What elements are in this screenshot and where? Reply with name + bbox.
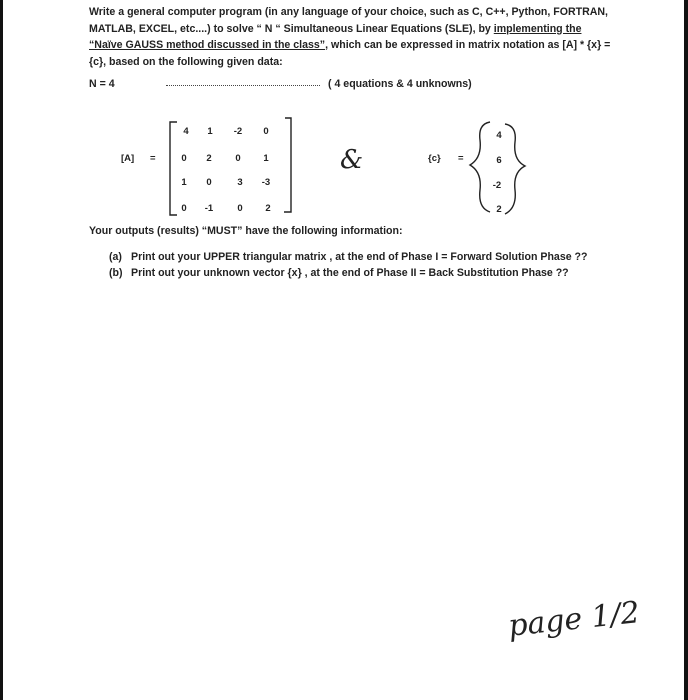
matrix-a-cell: 0: [181, 203, 187, 214]
vector-c-equals: =: [458, 153, 464, 164]
vector-c-label: {c}: [428, 153, 441, 164]
method-underlined: “Naïve GAUSS method discussed in the class”: [89, 39, 326, 51]
output-item-b: [109, 267, 569, 279]
matrix-a-cell: -3: [261, 177, 271, 188]
vector-c-cell: 4: [496, 130, 502, 141]
output-item-text: Print out your unknown vector {x} , at the end of Phase II = Back Substitution Phase ??: [131, 267, 569, 279]
matrix-a-cell: 0: [263, 126, 269, 137]
outputs-heading: Your outputs (results) “MUST” have the following information:: [89, 225, 403, 237]
matrix-a-right-bracket: [284, 118, 291, 212]
matrix-a-cell: 0: [237, 203, 243, 214]
ampersand-handwritten: &: [340, 145, 364, 175]
matrix-a-cell: 1: [207, 126, 213, 137]
output-item-text: Print out your UPPER triangular matrix , at the end of Phase I = Forward Solution Phase ??: [131, 251, 588, 263]
matrix-a-cell: 0: [181, 153, 187, 164]
matrix-a-cell: 1: [181, 177, 187, 188]
vector-c-cell: 2: [496, 204, 502, 215]
matrix-a-label: [A]: [121, 153, 135, 164]
problem-line-1: Write a general computer program (in any language of your choice, such as C, C++, Python, FORTRAN,: [89, 6, 608, 18]
problem-line-3: “Naïve GAUSS method discussed in the class”, which can be expressed in matrix notation as [A] * {x} =: [89, 39, 611, 51]
output-item-label: (b): [109, 267, 123, 279]
matrix-a-cell: -1: [204, 203, 214, 214]
vector-c-cell: 6: [496, 155, 502, 166]
output-item-a: [109, 251, 587, 263]
vector-c-left-brace: [470, 122, 490, 212]
problem-line-4: {c}, based on the following given data:: [89, 55, 283, 68]
matrix-a-cell: 1: [263, 153, 269, 164]
matrix-a-cell: -2: [233, 126, 243, 137]
matrix-a-cell: 3: [237, 177, 243, 188]
problem-line-2: MATLAB, EXCEL, etc....) to solve “ N “ Simultaneous Linear Equations (SLE), by implementing the: [89, 22, 582, 35]
output-item-label: (a): [109, 251, 122, 263]
vector-c-cell: -2: [492, 180, 502, 191]
n-value: N = 4: [89, 78, 115, 90]
equations-note: ( 4 equations & 4 unknowns): [328, 78, 472, 90]
matrix-a-cell: 4: [183, 126, 189, 137]
matrix-a-cell: 0: [235, 153, 241, 164]
matrix-a-cell: 2: [206, 153, 212, 164]
matrix-a-cell: 2: [265, 203, 271, 214]
matrix-a-cell: 0: [206, 177, 212, 188]
page-number-handwritten: page 1/2: [506, 595, 642, 644]
implementing-underlined: implementing the: [493, 22, 582, 35]
matrix-a-equals: =: [150, 153, 156, 164]
